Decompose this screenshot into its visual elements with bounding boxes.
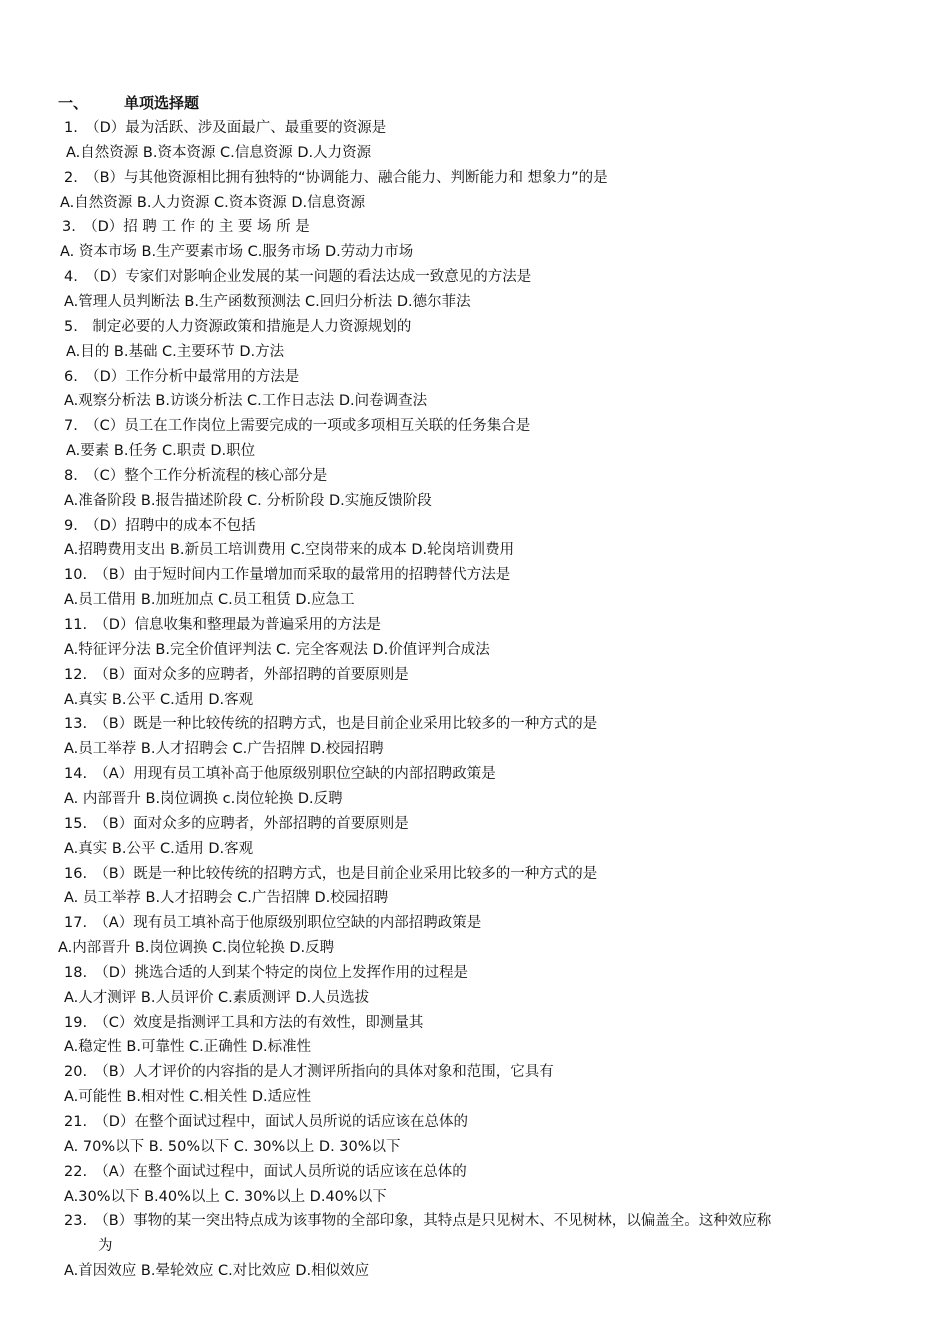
answer-options: A.30%以下 B.40%以上 C. 30%以上 D.40%以下: [64, 1188, 387, 1205]
question-text: 7. （C）员工在工作岗位上需要完成的一项或多项相互关联的任务集合是: [64, 418, 531, 435]
answer-options: A.管理人员判断法 B.生产函数预测法 C.回归分析法 D.德尔菲法: [64, 293, 471, 310]
answer-options: A.内部晋升 B.岗位调换 C.岗位轮换 D.反聘: [58, 940, 335, 957]
question-text: 18. （D）挑选合适的人到某个特定的岗位上发挥作用的过程是: [64, 964, 468, 981]
question-text: 11. （D）信息收集和整理最为普遍采用的方法是: [64, 617, 381, 633]
answer-options: A. 资本市场 B.生产要素市场 C.服务市场 D.劳动力市场: [60, 244, 414, 261]
answer-options: A.要素 B.任务 C.职责 D.职位: [66, 443, 256, 460]
answer-options: A. 内部晋升 B.岗位调换 c.岗位轮换 D.反聘: [64, 790, 343, 807]
answer-options: A.特征评分法 B.完全价值评判法 C. 完全客观法 D.价值评判合成法: [64, 641, 490, 658]
question-text: 2. （B）与其他资源相比拥有独特的“协调能力、融合能力、判断能力和 想象力”的是: [64, 169, 608, 186]
question-text: 3. （D）招 聘 工 作 的 主 要 场 所 是: [62, 219, 310, 236]
question-text: 17. （A）现有员工填补高于他原级别职位空缺的内部招聘政策是: [64, 915, 482, 932]
question-text: 23. （B）事物的某一突出特点成为该事物的全部印象，其特点是只见树木、不见树林，以偏盖全。这种效应称: [64, 1213, 772, 1230]
section-heading: [58, 93, 199, 113]
answer-options: A.自然资源 B.资本资源 C.信息资源 D.人力资源: [66, 144, 372, 161]
answer-options: A.员工借用 B.加班加点 C.员工租赁 D.应急工: [64, 592, 355, 609]
question-text: 1. （D）最为活跃、涉及面最广、最重要的资源是: [64, 120, 387, 136]
answer-options: A.真实 B.公平 C.适用 D.客观: [64, 691, 254, 708]
question-text: 16. （B）既是一种比较传统的招聘方式，也是目前企业采用比较多的一种方式的是: [64, 865, 598, 882]
answer-options: A.准备阶段 B.报告描述阶段 C. 分析阶段 D.实施反馈阶段: [64, 492, 432, 509]
answer-options: A.目的 B.基础 C.主要环节 D.方法: [66, 343, 285, 360]
question-text: 10. （B）由于短时间内工作量增加而采取的最常用的招聘替代方法是: [64, 567, 511, 584]
answer-options: A.稳定性 B.可靠性 C.正确性 D.标准性: [64, 1039, 312, 1056]
answer-options: A.首因效应 B.晕轮效应 C.对比效应 D.相似效应: [64, 1263, 370, 1280]
question-text: 6. （D）工作分析中最常用的方法是: [64, 368, 300, 385]
answer-options: A.人才测评 B.人员评价 C.素质测评 D.人员选拔: [64, 989, 370, 1006]
question-text: 9. （D）招聘中的成本不包括: [64, 517, 256, 534]
question-text: 19. （C）效度是指测评工具和方法的有效性，即测量其: [64, 1014, 424, 1031]
question-text: 15. （B）面对众多的应聘者，外部招聘的首要原则是: [64, 815, 409, 832]
section-title: 单项选择题: [124, 94, 200, 112]
question-text: 20. （B）人才评价的内容指的是人才测评所指向的具体对象和范围，它具有: [64, 1064, 554, 1081]
answer-options: A.员工举荐 B.人才招聘会 C.广告招牌 D.校园招聘: [64, 741, 384, 758]
question-text-continued: 为: [98, 1238, 113, 1255]
answer-options: A. 员工举荐 B.人才招聘会 C.广告招牌 D.校园招聘: [64, 890, 389, 907]
answer-options: A. 70%以下 B. 50%以下 C. 30%以上 D. 30%以下: [64, 1138, 401, 1155]
answer-options: A.招聘费用支出 B.新员工培训费用 C.空岗带来的成本 D.轮岗培训费用: [64, 542, 515, 559]
question-text: 22. （A）在整个面试过程中，面试人员所说的话应该在总体的: [64, 1163, 467, 1180]
question-text: 8. （C）整个工作分析流程的核心部分是: [64, 467, 328, 484]
question-text: 21. （D）在整个面试过程中，面试人员所说的话应该在总体的: [64, 1114, 468, 1130]
answer-options: A.可能性 B.相对性 C.相关性 D.适应性: [64, 1089, 312, 1106]
question-text: 13. （B）既是一种比较传统的招聘方式，也是目前企业采用比较多的一种方式的是: [64, 716, 598, 733]
question-text: 4. （D）专家们对影响企业发展的某一问题的看法达成一致意见的方法是: [64, 269, 532, 286]
question-text: 14. （A）用现有员工填补高于他原级别职位空缺的内部招聘政策是: [64, 766, 496, 783]
answer-options: A.自然资源 B.人力资源 C.资本资源 D.信息资源: [60, 194, 366, 211]
section-number: 一、: [58, 94, 89, 112]
question-text: 5. 制定必要的人力资源政策和措施是人力资源规划的: [64, 318, 412, 335]
answer-options: A.观察分析法 B.访谈分析法 C.工作日志法 D.问卷调查法: [64, 393, 428, 410]
question-text: 12. （B）面对众多的应聘者，外部招聘的首要原则是: [64, 666, 409, 683]
answer-options: A.真实 B.公平 C.适用 D.客观: [64, 840, 254, 857]
